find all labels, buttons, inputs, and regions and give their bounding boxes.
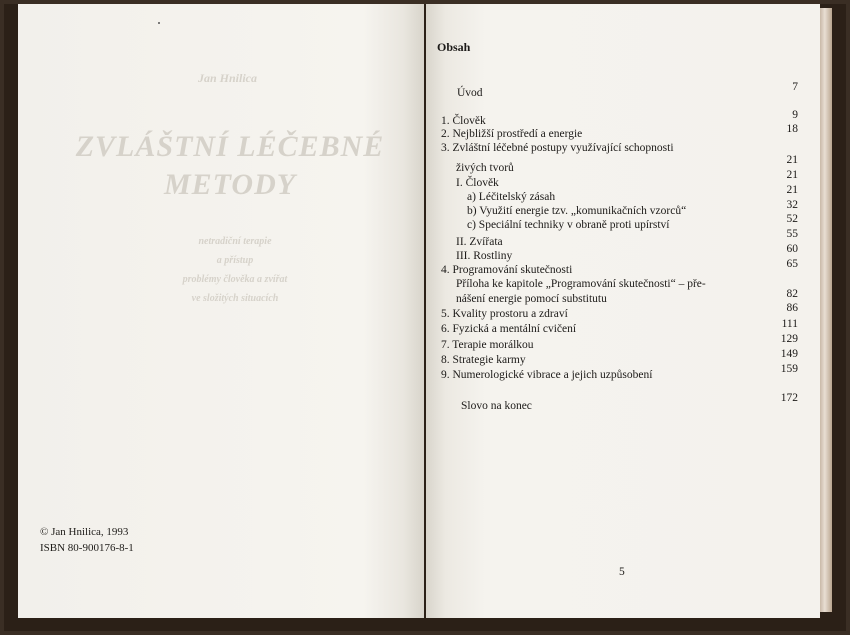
toc-page-number: 7 [792, 81, 798, 93]
toc-entry: živých tvorů [456, 162, 514, 174]
toc-entry: 5. Kvality prostoru a zdraví [441, 308, 568, 320]
toc-entry: II. Zvířata [456, 236, 503, 248]
toc-entry: 8. Strategie karmy [441, 354, 526, 366]
toc-page-number: 21 [786, 184, 798, 196]
bleed-sub-line: netradiční terapie [198, 236, 272, 247]
toc-page-number: 111 [781, 318, 798, 330]
toc-entry: 1. Člověk [441, 115, 486, 127]
toc-page-number: 82 [786, 288, 798, 300]
toc-entry: I. Člověk [456, 177, 499, 189]
toc-page-number: 55 [786, 228, 798, 240]
toc-entry: 3. Zvláštní léčebné postupy využívající schopnosti [441, 142, 674, 154]
bleed-sub-line: problémy člověka a zvířat [182, 274, 288, 285]
bleed-through-title: ZVLÁŠTNÍ LÉČEBNÉ METODY [75, 130, 385, 201]
toc-entry: Slovo na konec [461, 400, 532, 412]
toc-entry: a) Léčitelský zásah [467, 191, 556, 203]
toc-entry: 6. Fyzická a mentální cvičení [441, 323, 577, 335]
toc-entry: 7. Terapie morálkou [441, 339, 534, 351]
page-number: 5 [619, 566, 625, 578]
toc-page-number: 159 [780, 363, 798, 375]
toc-page-number: 21 [786, 154, 798, 166]
isbn-line: ISBN 80-900176-8-1 [40, 542, 134, 554]
page-block-edge [820, 8, 832, 612]
toc-entry: nášení energie pomocí substitutu [456, 293, 607, 305]
bleed-through-author: Jan Hnilica [198, 71, 258, 85]
copyright-line: © Jan Hnilica, 1993 [40, 526, 129, 538]
speck [158, 22, 160, 24]
toc-page-number: 65 [786, 258, 798, 270]
toc-page-number: 9 [792, 109, 798, 121]
toc-entry: 4. Programování skutečnosti [441, 264, 573, 276]
bleed-through-subtitle [130, 232, 340, 308]
toc-page-number: 129 [780, 333, 798, 345]
toc-heading: Obsah [437, 40, 471, 54]
toc-page-number: 149 [780, 348, 798, 360]
toc-page-number: 172 [780, 392, 798, 404]
bleed-sub-line: ve složitých situacích [191, 293, 279, 304]
toc-entry: b) Využití energie tzv. „komunikačních vzorců“ [467, 205, 687, 217]
toc-entry: 9. Numerologické vibrace a jejich uzpůsobení [441, 369, 653, 381]
toc-entry: III. Rostliny [456, 250, 513, 262]
toc-page-number: 86 [786, 302, 798, 314]
bleed-sub-line: a přístup [216, 255, 254, 266]
toc-entry: 2. Nejbližší prostředí a energie [441, 128, 583, 140]
toc-page-number: 52 [786, 213, 798, 225]
toc-entry: c) Speciální techniky v obraně proti upírství [467, 219, 670, 231]
copyright-block [40, 524, 134, 556]
toc-page-number: 60 [786, 243, 798, 255]
toc-entry: Úvod [457, 87, 483, 99]
toc-entry: Příloha ke kapitole „Programování skutečnosti“ – pře- [456, 278, 706, 290]
toc-page-number: 21 [786, 169, 798, 181]
toc-page-number: 32 [786, 199, 798, 211]
toc-page-number: 18 [786, 123, 798, 135]
